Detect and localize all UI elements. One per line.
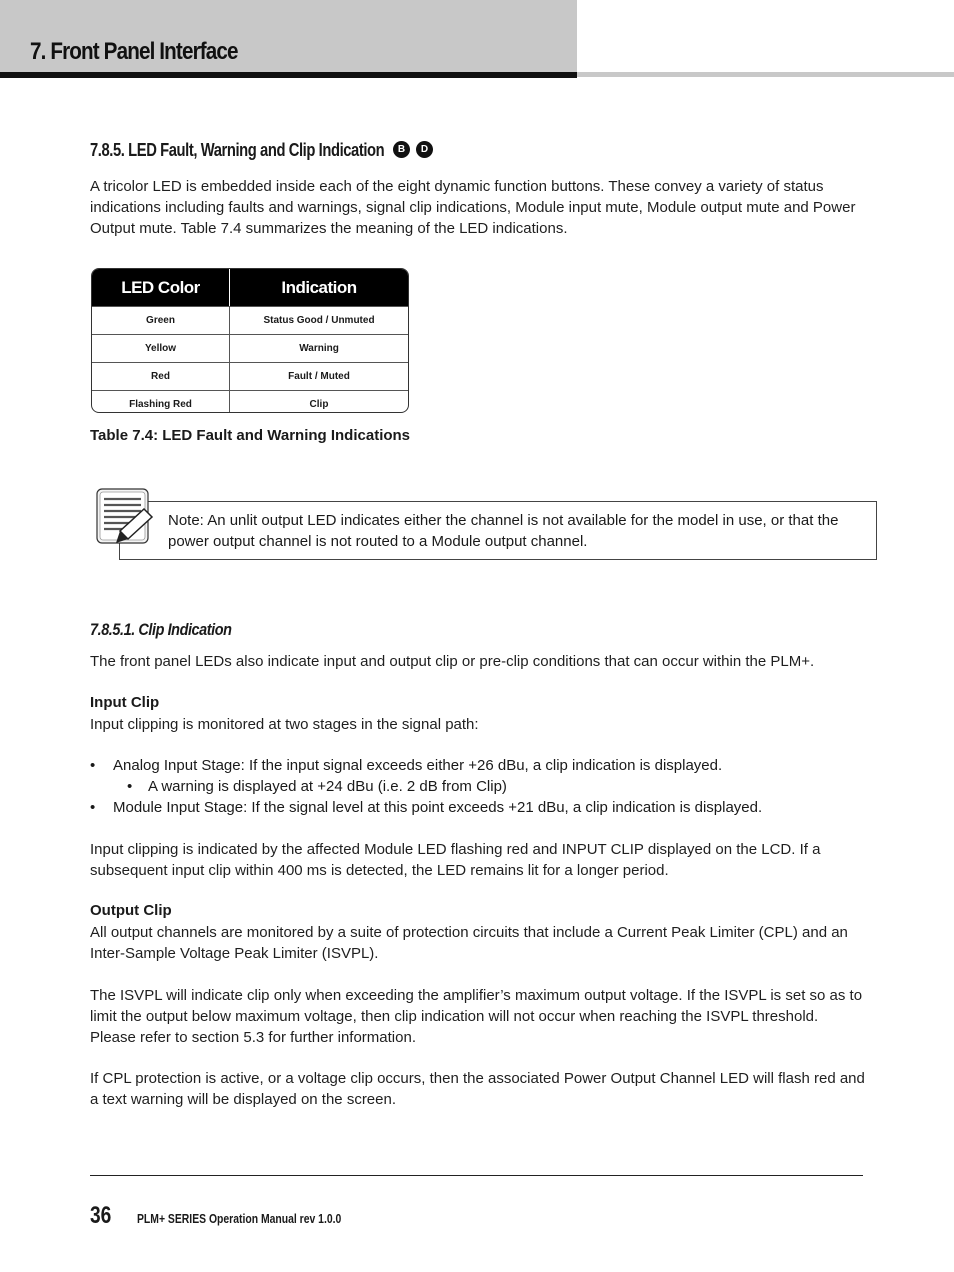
input-clip-paragraph: Input clipping is indicated by the affected Module LED flashing red and INPUT CLIP displayed on the LCD. If a subsequent input clip within 400 ms is detected, the LED remains lit for a longer period. — [90, 841, 821, 879]
cell-indication: Fault / Muted — [288, 371, 350, 382]
footer-text: PLM+ SERIES Operation Manual rev 1.0.0 — [137, 1211, 342, 1226]
cell-led-color: Yellow — [92, 335, 230, 362]
subsection-heading: 7.8.5.1. Clip Indication — [90, 620, 232, 639]
input-clip-text: Input clipping is monitored at two stages in the signal path: — [90, 716, 479, 733]
note-text: Note: An unlit output LED indicates either the channel is not available for the model in use, or that the power output channel is not routed to a Module output channel. — [168, 512, 839, 550]
bullet-text: Analog Input Stage: If the input signal exceeds either +26 dBu, a clip indication is displayed. — [113, 757, 723, 774]
header-rule-light — [577, 72, 954, 77]
header-led-color: LED Color — [92, 269, 230, 306]
bullet-dot: • — [90, 799, 96, 816]
input-clip-label: Input Clip — [90, 694, 160, 711]
cell-indication: Clip — [309, 399, 329, 410]
led-table — [91, 268, 409, 413]
cell-led-color: Green — [92, 307, 230, 334]
table-header-row — [92, 269, 408, 306]
cell-indication: Status Good / Unmuted — [263, 315, 375, 326]
cell-led-color: Flashing Red — [92, 391, 230, 413]
output-clip-paragraph-1: All output channels are monitored by a suite of protection circuits that include a Current Peak Limiter (CPL) and an Inter-Sample Voltage Peak Limiter (ISVPL). — [90, 924, 848, 962]
header-indication: Indication — [281, 277, 357, 297]
bullet-dot: • — [127, 778, 133, 795]
table-row — [92, 334, 408, 362]
table-row — [92, 390, 408, 413]
chapter-title: 7. Front Panel Interface — [30, 38, 238, 65]
section-heading: 7.8.5. LED Fault, Warning and Clip Indication — [90, 140, 385, 160]
output-clip-paragraph-3: If CPL protection is active, or a voltage clip occurs, then the associated Power Output Channel LED will flash red and a text warning will be displayed on the screen. — [90, 1070, 865, 1108]
output-clip-label: Output Clip — [90, 902, 172, 919]
header-rule-dark — [0, 72, 577, 78]
bullet-text: A warning is displayed at +24 dBu (i.e. 2 dB from Clip) — [148, 778, 507, 795]
footer-rule — [90, 1175, 863, 1176]
notepad-pencil-icon — [96, 487, 154, 545]
bullet-dot: • — [90, 757, 96, 774]
section-intro: A tricolor LED is embedded inside each of the eight dynamic function buttons. These convey a variety of status indications including faults and warnings, signal clip indications, Module input mute, Module output mute and Power Output mute. Table 7.4 summarizes the meaning of the LED indications. — [90, 178, 856, 237]
bullet-text: Module Input Stage: If the signal level at this point exceeds +21 dBu, a clip indication is displayed. — [113, 799, 763, 816]
badge-b: B — [393, 141, 410, 158]
cell-indication: Warning — [299, 343, 339, 354]
cell-led-color: Red — [92, 363, 230, 390]
output-clip-paragraph-2: The ISVPL will indicate clip only when exceeding the amplifier’s maximum output voltage. If the ISVPL is set so as to limit the output below maximum voltage, then clip indication will not occur when reaching the ISVPL threshold. Please refer to section 5.3 for further information. — [90, 987, 863, 1046]
page-number: 36 — [90, 1202, 112, 1229]
table-caption: Table 7.4: LED Fault and Warning Indications — [90, 427, 411, 444]
clip-intro: The front panel LEDs also indicate input and output clip or pre-clip conditions that can occur within the PLM+. — [90, 653, 815, 670]
table-row — [92, 306, 408, 334]
badge-d: D — [416, 141, 433, 158]
table-row — [92, 362, 408, 390]
